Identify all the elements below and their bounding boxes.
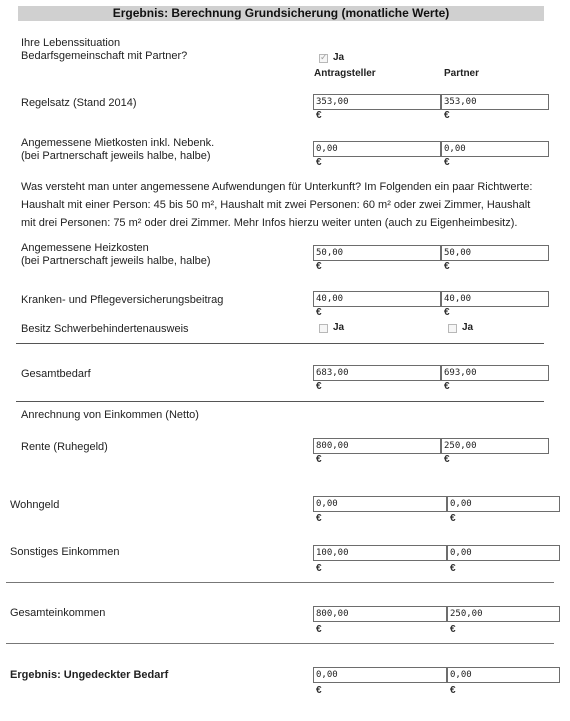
miete-applicant-input[interactable]: 0,00 <box>313 141 441 157</box>
miete-sublabel: (bei Partnerschaft jeweils halbe, halbe) <box>21 150 211 162</box>
gesamteinkommen-partner-input[interactable]: 250,00 <box>447 606 560 622</box>
currency-symbol: € <box>450 685 456 696</box>
currency-symbol: € <box>450 513 456 524</box>
partner-checkbox[interactable] <box>319 54 328 63</box>
einkommen-heading: Anrechnung von Einkommen (Netto) <box>21 409 199 421</box>
schwerbehindert-partner-checkbox[interactable] <box>448 324 457 333</box>
schwerbehindert-label: Besitz Schwerbehindertenausweis <box>21 323 189 335</box>
divider <box>6 643 554 644</box>
currency-symbol: € <box>444 110 450 121</box>
miete-label: Angemessene Mietkosten inkl. Nebenk. <box>21 137 215 149</box>
regelsatz-applicant-input[interactable]: 353,00 <box>313 94 441 110</box>
currency-symbol: € <box>316 563 322 574</box>
sonstiges-partner-input[interactable]: 0,00 <box>447 545 560 561</box>
gesamteinkommen-label: Gesamteinkommen <box>10 607 106 619</box>
currency-symbol: € <box>316 624 322 635</box>
column-partner-header: Partner <box>444 68 480 79</box>
miete-partner-input[interactable]: 0,00 <box>441 141 549 157</box>
schwerbehindert-partner-label: Ja <box>462 322 474 333</box>
gesamtbedarf-partner-input[interactable]: 693,00 <box>441 365 549 381</box>
info-line: Was versteht man unter angemessene Aufwendungen für Unterkunft? Im Folgenden ein paar Richtwerte: <box>21 181 533 193</box>
kv-applicant-input[interactable]: 40,00 <box>313 291 441 307</box>
ergebnis-label: Ergebnis: Ungedeckter Bedarf <box>10 669 169 681</box>
currency-symbol: € <box>444 307 450 318</box>
partner-question: Bedarfsgemeinschaft mit Partner? <box>21 50 188 62</box>
sonstiges-applicant-input[interactable]: 100,00 <box>313 545 447 561</box>
kv-label: Kranken- und Pflegeversicherungsbeitrag <box>21 294 224 306</box>
currency-symbol: € <box>450 563 456 574</box>
gesamteinkommen-applicant-input[interactable]: 800,00 <box>313 606 447 622</box>
regelsatz-partner-input[interactable]: 353,00 <box>441 94 549 110</box>
divider <box>16 343 544 344</box>
rente-partner-input[interactable]: 250,00 <box>441 438 549 454</box>
schwerbehindert-applicant-label: Ja <box>333 322 345 333</box>
wohngeld-applicant-input[interactable]: 0,00 <box>313 496 447 512</box>
currency-symbol: € <box>444 381 450 392</box>
divider <box>16 401 544 402</box>
partner-checkbox-label: Ja <box>333 52 345 63</box>
heiz-sublabel: (bei Partnerschaft jeweils halbe, halbe) <box>21 255 211 267</box>
schwerbehindert-applicant-checkbox[interactable] <box>319 324 328 333</box>
currency-symbol: € <box>316 307 322 318</box>
currency-symbol: € <box>444 261 450 272</box>
gesamtbedarf-applicant-input[interactable]: 683,00 <box>313 365 441 381</box>
heiz-applicant-input[interactable]: 50,00 <box>313 245 441 261</box>
wohngeld-label: Wohngeld <box>10 499 60 511</box>
ergebnis-partner-input[interactable]: 0,00 <box>447 667 560 683</box>
divider <box>6 582 554 583</box>
page-title: Ergebnis: Berechnung Grundsicherung (monatliche Werte) <box>18 6 544 21</box>
heiz-label: Angemessene Heizkosten <box>21 242 149 254</box>
currency-symbol: € <box>444 157 450 168</box>
regelsatz-label: Regelsatz (Stand 2014) <box>21 97 137 109</box>
currency-symbol: € <box>316 157 322 168</box>
rente-label: Rente (Ruhegeld) <box>21 441 108 453</box>
wohngeld-partner-input[interactable]: 0,00 <box>447 496 560 512</box>
currency-symbol: € <box>444 454 450 465</box>
column-applicant-header: Antragsteller <box>314 68 376 79</box>
situation-heading: Ihre Lebenssituation <box>21 37 121 49</box>
currency-symbol: € <box>316 454 322 465</box>
currency-symbol: € <box>316 513 322 524</box>
currency-symbol: € <box>316 261 322 272</box>
sonstiges-label: Sonstiges Einkommen <box>10 546 120 558</box>
currency-symbol: € <box>316 685 322 696</box>
info-line: mit drei Personen: 75 m² oder drei Zimmer. Mehr Infos hierzu weiter unten (auch zu Eigenheimbesitz). <box>21 217 518 229</box>
currency-symbol: € <box>316 110 322 121</box>
heiz-partner-input[interactable]: 50,00 <box>441 245 549 261</box>
unterkunft-info-text <box>21 178 551 232</box>
ergebnis-applicant-input[interactable]: 0,00 <box>313 667 447 683</box>
currency-symbol: € <box>316 381 322 392</box>
info-line: Haushalt mit einer Person: 45 bis 50 m², Haushalt mit zwei Personen: 60 m² oder zwei Zimmer, Haushalt <box>21 199 531 211</box>
currency-symbol: € <box>450 624 456 635</box>
gesamtbedarf-label: Gesamtbedarf <box>21 368 91 380</box>
kv-partner-input[interactable]: 40,00 <box>441 291 549 307</box>
rente-applicant-input[interactable]: 800,00 <box>313 438 441 454</box>
